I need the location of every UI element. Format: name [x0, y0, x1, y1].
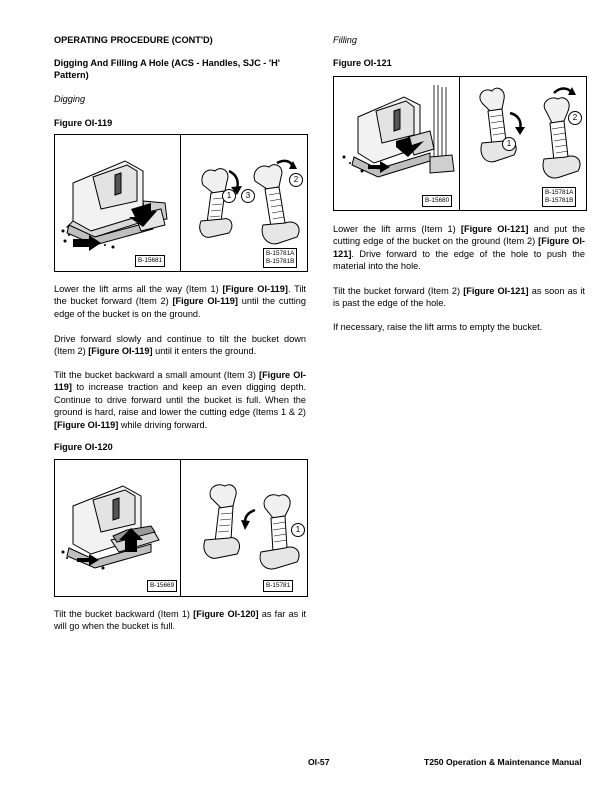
figure-code-line: B-15781B: [545, 197, 574, 204]
text-run: while driving forward.: [118, 419, 208, 430]
item-marker: 1: [502, 137, 516, 151]
figure-ref: [Figure OI-120]: [193, 609, 259, 619]
text-run: as far as it will go when the bucket is full.: [54, 609, 306, 632]
figure-oi-121-caption: Figure OI-121: [333, 58, 392, 68]
item-marker: 1: [222, 189, 236, 203]
figure-ref: [Figure OI-121]: [333, 236, 585, 259]
figure-code: B-15680: [422, 195, 452, 207]
text-run: . Tilt the bucket forward (Item 2): [54, 284, 306, 307]
joystick-handles-illustration: [181, 460, 307, 594]
section-heading: OPERATING PROCEDURE (CONT'D): [54, 35, 213, 45]
page-number: OI-57: [308, 757, 330, 767]
text-run: Lower the lift arms all the way (Item 1): [54, 284, 223, 294]
item-marker: 2: [568, 111, 582, 125]
paragraph: [54, 283, 306, 320]
text-run: If necessary, raise the lift arms to empty the bucket.: [333, 322, 543, 332]
paragraph: [333, 285, 585, 310]
figure-oi-121: [333, 76, 587, 211]
figure-ref: [Figure OI-119]: [222, 284, 288, 294]
paragraph: [333, 223, 585, 273]
figure-code: B-15669: [147, 580, 177, 592]
figure-ref: [Figure OI-119]: [172, 296, 238, 307]
figure-code-line: B-15781A: [266, 250, 295, 257]
filling-label: Filling: [333, 35, 357, 45]
figure-oi-120: [54, 459, 308, 597]
loader-filling-illustration: [334, 77, 458, 208]
figure-oi-119-caption: Figure OI-119: [54, 118, 113, 128]
text-run: until it enters the ground.: [152, 346, 257, 357]
digging-label: Digging: [54, 94, 86, 104]
text-run: and put the cutting edge of the bucket on the ground (Item 2): [333, 224, 585, 247]
text-run: as soon as it is past the edge of the hole.: [333, 286, 585, 309]
text-run: until the cutting edge of the bucket is on the ground.: [54, 296, 306, 319]
figure-ref: [Figure OI-121]: [460, 224, 529, 234]
paragraph: [333, 321, 585, 333]
item-marker: 1: [291, 523, 305, 537]
text-run: . Drive forward to the edge of the hole to push the material into the hole.: [333, 248, 585, 272]
figure-code-line: B-15781B: [266, 258, 295, 265]
paragraph: [54, 333, 306, 358]
paragraph: [54, 369, 306, 431]
item-marker: 3: [241, 189, 255, 203]
figure-code: B-15681: [135, 255, 165, 267]
item-marker: 2: [289, 173, 303, 187]
text-run: Tilt the bucket backward a small amount (Item 3): [54, 370, 260, 380]
text-run: Drive forward slowly and continue to tilt the bucket down (Item 2): [54, 334, 306, 357]
loader-digging-illustration: [55, 135, 179, 269]
figure-oi-120-caption: Figure OI-120: [54, 442, 113, 452]
text-run: Lower the lift arms (Item 1): [333, 224, 461, 234]
text-run: to increase traction and keep an even digging depth. Continue to drive forward until the bucket is full. When the ground is hard, raise and lower the cutting edge (Items 1 & 2): [54, 382, 306, 418]
loader-bucket-full-illustration: [55, 460, 179, 594]
figure-ref: [Figure OI-119]: [54, 370, 306, 393]
subheading: Digging And Filling A Hole (ACS - Handles, SJC - 'H' Pattern): [54, 58, 280, 80]
text-run: Tilt the bucket backward (Item 1): [54, 609, 194, 619]
figure-code-line: B-15781A: [545, 189, 574, 196]
figure-ref: [Figure OI-119]: [88, 346, 153, 357]
figure-ref: [Figure OI-119]: [54, 419, 119, 430]
figure-ref: [Figure OI-121]: [463, 286, 529, 296]
figure-oi-119: [54, 134, 308, 272]
text-run: Tilt the bucket forward (Item 2): [333, 286, 464, 296]
figure-code: [542, 187, 576, 207]
paragraph: [54, 608, 306, 633]
figure-code: B-15781: [263, 580, 293, 592]
manual-title: T250 Operation & Maintenance Manual: [424, 757, 582, 767]
figure-code: [263, 248, 297, 268]
